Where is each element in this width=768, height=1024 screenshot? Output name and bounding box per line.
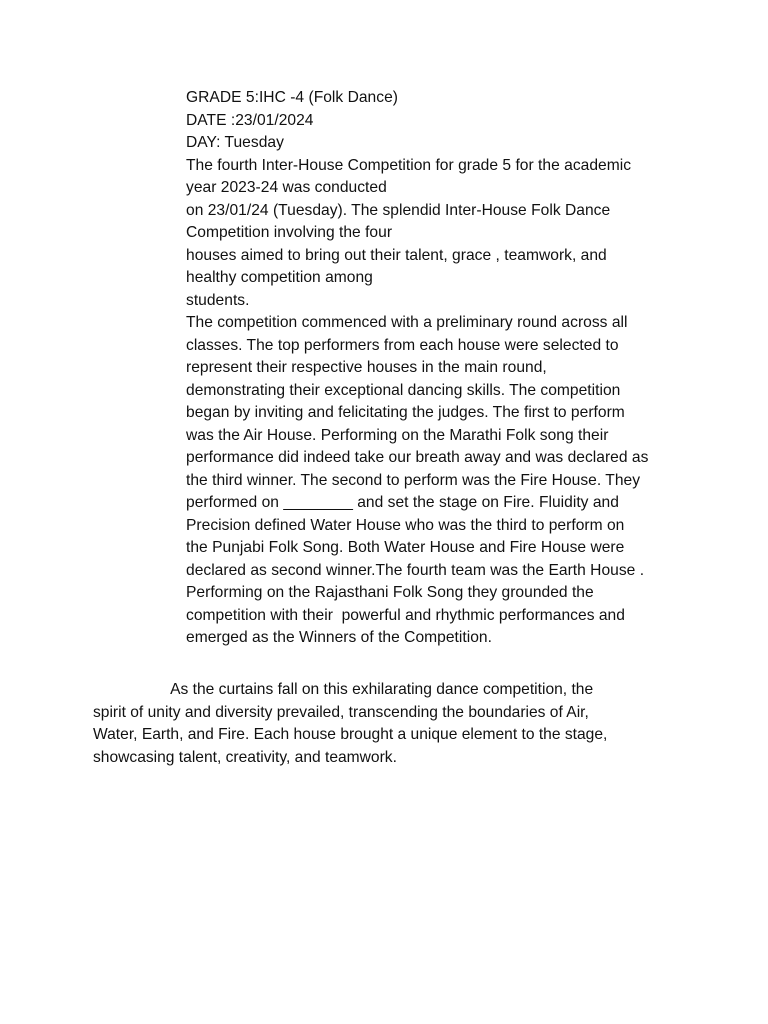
body-line: demonstrating their exceptional dancing skills. The competition [186, 381, 621, 399]
intro-line: healthy competition among [186, 269, 373, 286]
body-line: the third winner. The second to perform was the Fire House. They [186, 471, 641, 489]
body-line: the Punjabi Folk Song. Both Water House and Fire House were [186, 539, 625, 556]
body-line: Performing on the Rajasthani Folk Song they grounded the [186, 584, 594, 601]
body-line: The competition commenced with a preliminary round across all [186, 314, 628, 331]
body-line: performed on ________ and set the stage on Fire. Fluidity and [186, 494, 619, 511]
intro-line: year 2023-24 was conducted [186, 179, 387, 196]
closing-line: Water, Earth, and Fire. Each house brought a unique element to the stage, [93, 726, 608, 743]
grade-heading: GRADE 5:IHC -4 (Folk Dance) [186, 89, 398, 106]
body-line: Precision defined Water House who was the third to perform on [186, 516, 625, 534]
closing-line: spirit of unity and diversity prevailed, transcending the boundaries of Air, [93, 703, 589, 721]
intro-line: Competition involving the four [186, 224, 393, 241]
closing-line: showcasing talent, creativity, and teamwork. [93, 748, 397, 766]
intro-line: houses aimed to bring out their talent, grace , teamwork, and [186, 246, 607, 264]
day-line: DAY: Tuesday [186, 134, 284, 151]
intro-line: on 23/01/24 (Tuesday). The splendid Inter-House Folk Dance [186, 201, 611, 219]
body-line: began by inviting and felicitating the judges. The first to perform [186, 404, 625, 421]
body-line: declared as second winner.The fourth team was the Earth House . [186, 561, 645, 579]
body-line: competition with their powerful and rhythmic performances and [186, 606, 625, 624]
intro-line: students. [186, 291, 250, 309]
body-line: emerged as the Winners of the Competition. [186, 629, 492, 646]
date-line: DATE :23/01/2024 [186, 111, 314, 129]
report-main-block [186, 87, 686, 650]
body-line: performance did indeed take our breath away and was declared as [186, 449, 649, 466]
body-line: classes. The top performers from each house were selected to [186, 336, 619, 354]
intro-line: The fourth Inter-House Competition for grade 5 for the academic [186, 156, 632, 174]
body-line: was the Air House. Performing on the Marathi Folk song their [186, 426, 609, 444]
closing-line: As the curtains fall on this exhilarating dance competition, the [93, 681, 594, 698]
closing-paragraph [93, 679, 693, 769]
body-line: represent their respective houses in the main round, [186, 359, 547, 376]
